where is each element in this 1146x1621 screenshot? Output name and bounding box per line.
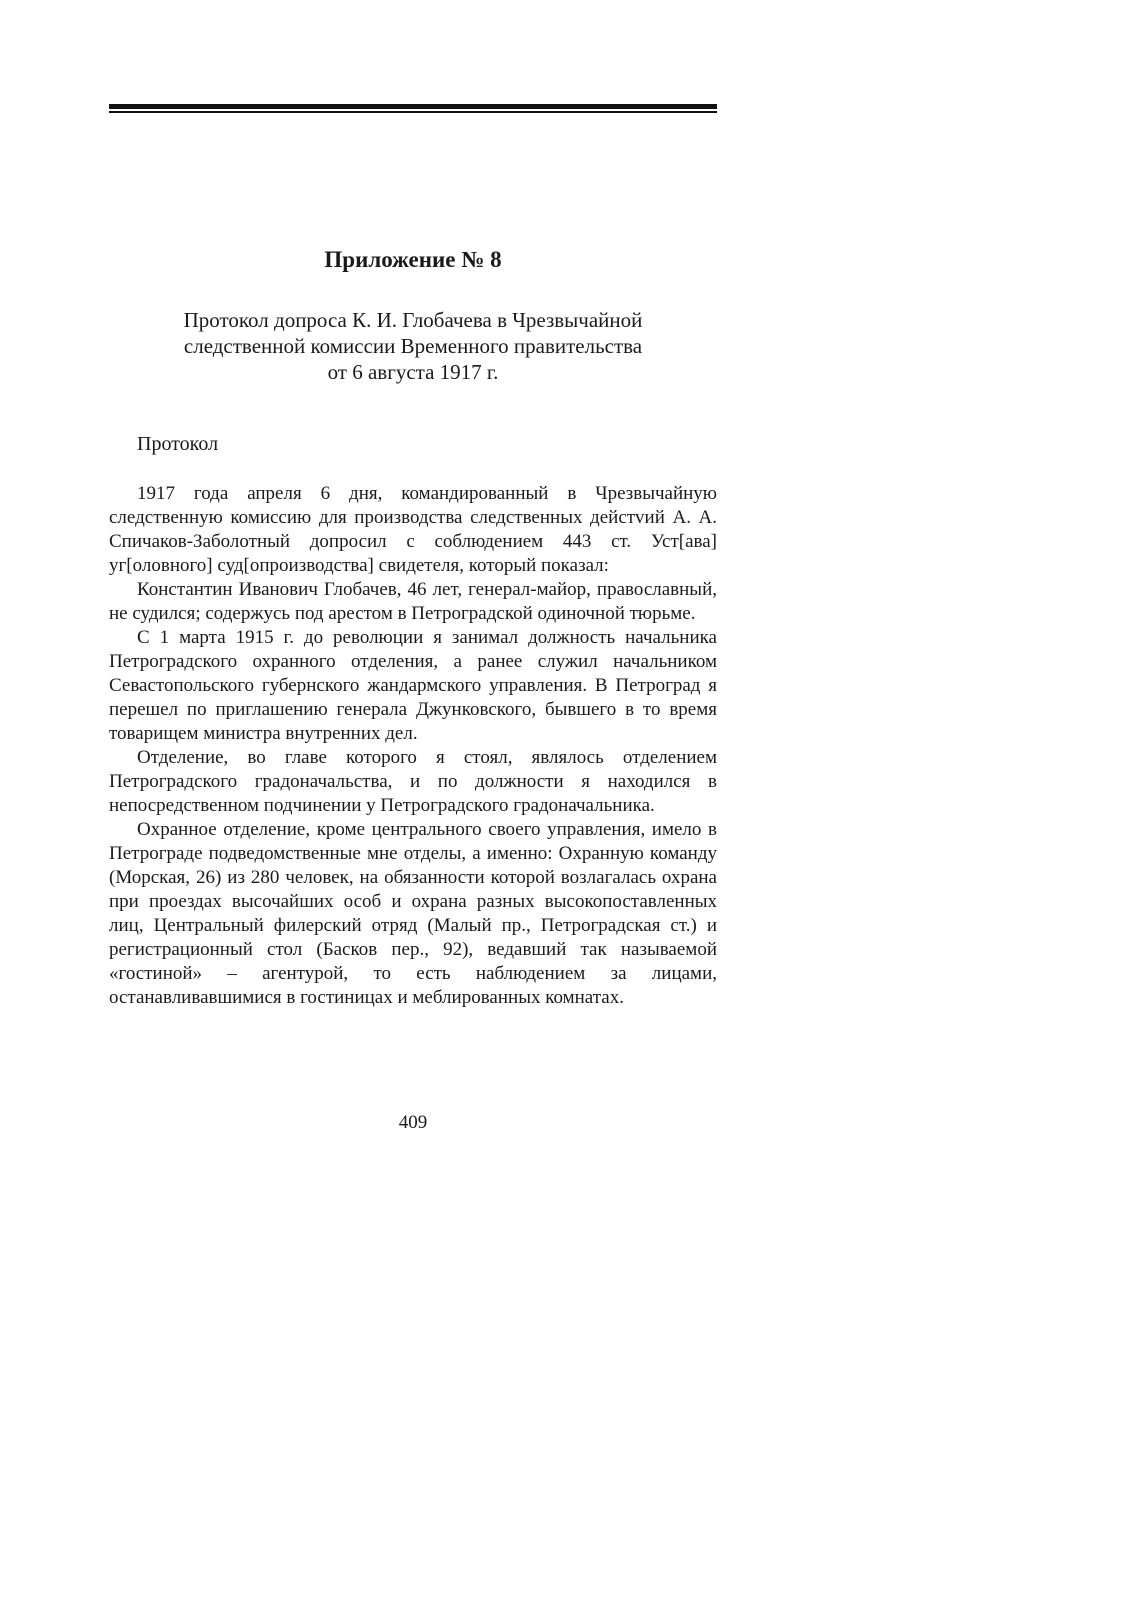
subtitle-line: следственной комиссии Временного правительства xyxy=(183,334,643,358)
header-rule-thin xyxy=(109,111,717,113)
subtitle-line: от 6 августа 1917 г. xyxy=(327,360,499,384)
appendix-title: Приложение № 8 xyxy=(324,247,502,272)
subtitle-line: Протокол допроса К. И. Глобачева в Чрезвычайной xyxy=(183,308,643,332)
protocol-label: Протокол xyxy=(137,433,219,455)
paragraph: С 1 марта 1915 г. до революции я занимал должность начальника Петроградского охранного отделения, а ранее служил начальником Севастопольского губернского жандармского управления. В Петроград я перешел по приглашению генерала Джунковского, бывшего в то время товарищем министра внутренних дел. xyxy=(109,627,717,744)
header-rule-thick xyxy=(109,104,717,109)
paragraph: 1917 года апреля 6 дня, командированный в Чрезвычайную следственную комиссию для производства следственных дейстvий А. А. Спичаков-Заболотный допросил с соблюдением 443 ст. Уст[ава] уг[оловного] суд[опроизводства] свидетеля, который показал: xyxy=(109,483,717,576)
body-text xyxy=(109,482,717,1010)
paragraph: Константин Иванович Глобачев, 46 лет, генерал-майор, православный, не судился; содержусь под арестом в Петроградской одиночной тюрьме. xyxy=(109,579,717,624)
paragraph: Отделение, во главе которого я стоял, являлось отделением Петроградского градоначальства, и по должности я находился в непосредственном подчинении у Петроградского градоначальника. xyxy=(109,747,717,816)
header-rule xyxy=(109,104,717,114)
paragraph: Охранное отделение, кроме центрального своего управления, имело в Петрограде подведомственные мне отделы, а именно: Охранную команду (Морская, 26) из 280 человек, на обязанности которой возлагалась охрана при проездах высочайших особ и охрана разных высокопоставленных лиц, Центральный филерский отряд (Малый пр., Петроградская ст.) и регистрационный стол (Басков пер., 92), ведавший так называемой «гостиной» – агентурой, то есть наблюдением за лицами, останавливавшимися в гостиницах и меблированных комнатах. xyxy=(109,819,717,1008)
page-number: 409 xyxy=(398,1112,428,1133)
document-subtitle xyxy=(109,307,717,385)
